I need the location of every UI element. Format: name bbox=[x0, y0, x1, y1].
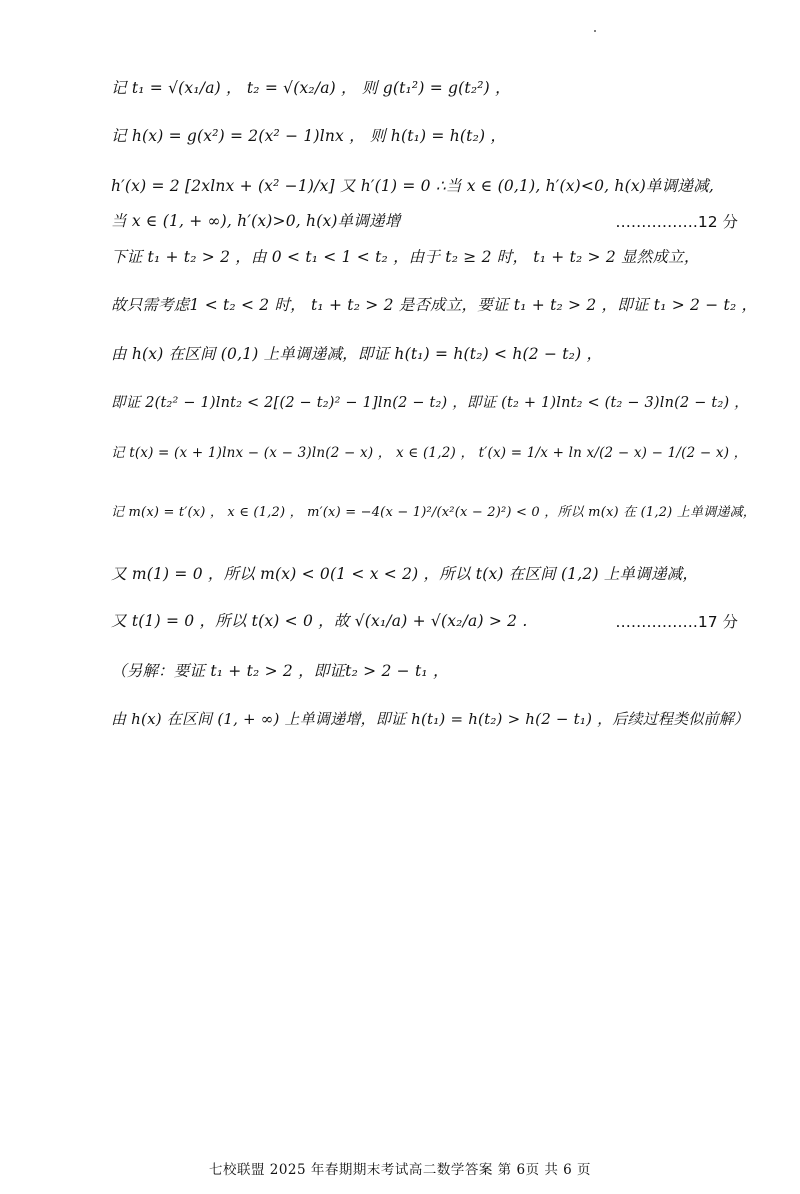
line-equivalent-inequality: 即证 2(t₂² − 1)lnt₂ < 2[(2 − t₂)² − 1]ln(2 − t₂) ，即证 (t₂ + 1)lnt₂ < (t₂ − 3)ln(2 − t₂) ， bbox=[111, 395, 749, 411]
line-alternative: （另解：要证 t₁ + t₂ > 2 ，即证t₂ > 2 − t₁ ， bbox=[111, 662, 449, 680]
line-define-m: 记 m(x) = t′(x) ， x ∈ (1,2) ， m′(x) = −4(x − 1)²/(x²(x − 2)²) < 0 ，所以 m(x) 在 (1,2) 上单调递减， bbox=[111, 505, 756, 520]
line-h-increasing: 当 x ∈ (1, + ∞), h′(x)>0, h(x)单调递增 bbox=[111, 212, 401, 230]
line-h-derivative: h′(x) = 2 [2xlnx + (x² −1)/x] 又 h′(1) = 0 ∴当 x ∈ (0,1), h′(x)<0, h(x)单调递减, bbox=[111, 177, 714, 195]
score-12: …………….12 分 bbox=[615, 213, 738, 231]
line-define-h: 记 h(x) = g(x²) = 2(x² − 1)lnx ， 则 h(t₁) = h(t₂) ， bbox=[111, 127, 507, 145]
scan-speck bbox=[594, 30, 596, 32]
page-footer: 七校联盟 2025 年春期期末考试高二数学答案 第 6页 共 6 页 bbox=[208, 1162, 592, 1178]
line-m-negative: 又 m(1) = 0 ，所以 m(x) < 0(1 < x < 2) ，所以 t(x) 在区间 (1,2) 上单调递减， bbox=[111, 565, 699, 583]
score-17: …………….17 分 bbox=[615, 613, 738, 631]
line-conclusion: 又 t(1) = 0 ，所以 t(x) < 0 ，故 √(x₁/a) + √(x₂/a) > 2 . bbox=[111, 612, 528, 630]
line-alternative-cont: 由 h(x) 在区间 (1, + ∞) 上单调递增，即证 h(t₁) = h(t₂) > h(2 − t₁) ，后续过程类似前解） bbox=[111, 710, 750, 728]
line-define-t-function: 记 t(x) = (x + 1)lnx − (x − 3)ln(2 − x) ， x ∈ (1,2) ， t′(x) = 1/x + ln x/(2 − x) − 1/(2 − x) ， bbox=[111, 445, 748, 461]
line-h-decreasing: 由 h(x) 在区间 (0,1) 上单调递减，即证 h(t₁) = h(t₂) < h(2 − t₂) ， bbox=[111, 345, 603, 363]
line-define-t: 记 t₁ = √(x₁/a) ， t₂ = √(x₂/a) ， 则 g(t₁²) = g(t₂²) ， bbox=[111, 79, 511, 97]
line-prove-sum: 下证 t₁ + t₂ > 2 ，由 0 < t₁ < 1 < t₂ ，由于 t₂ ≥ 2 时， t₁ + t₂ > 2 显然成立， bbox=[111, 248, 700, 266]
line-consider-case: 故只需考虑1 < t₂ < 2 时， t₁ + t₂ > 2 是否成立，要证 t₁ + t₂ > 2 ，即证 t₁ > 2 − t₂ ， bbox=[111, 296, 758, 314]
